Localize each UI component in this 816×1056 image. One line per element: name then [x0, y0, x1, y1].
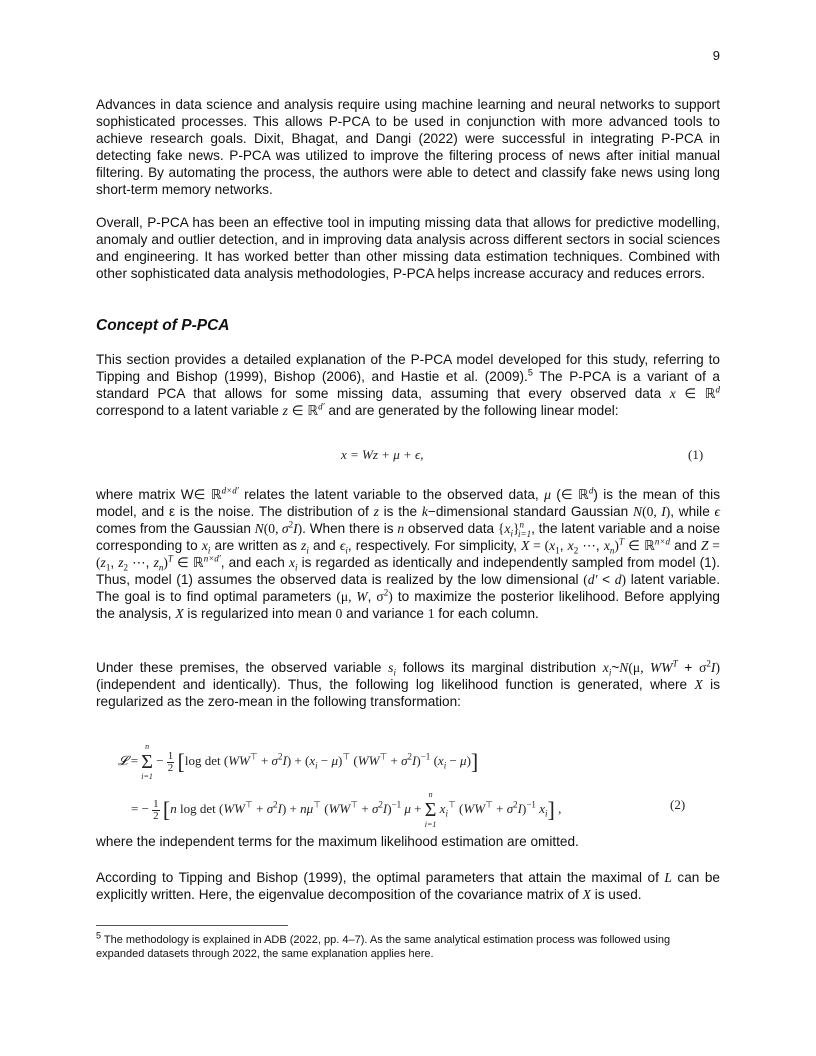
equation-2-line-1: 𝓛 = n Σ i=1 − $\frac{1}{2}$ [log $\det (WW^⊤ + \sigma^2I) + (x_i - \mu)^⊤$ $(WW^⊤ + \sigma^2I)^{-1}$ $(x_i - \mu)$] [118, 742, 479, 781]
equation-2-line-2: = − $\frac{1}{2}$ [n $\log \det (WW^⊤ + \sigma^2I) + n\mu^⊤$ $(WW^⊤ + \sigma^2I)^{-1}$ μ + n Σ i=1 $x_i^⊤$ $(WW^⊤ + \sigma^2I)^{-1}$ $x_i$] , [131, 790, 562, 829]
footnote: $^5$ The methodology is explained in ADB (2022, pp. 4–7). As the same analytical estimation process was followed using expanded datasets through 2022, the same explanation applies here. [96, 930, 671, 960]
paragraph-tipping-bishop: According to Tipping and Bishop (1999), the optimal parameters that attain the maximal of L can be explicitly written. Here, the eigenvalue decomposition of the covariance matrix of X is used. [96, 870, 720, 902]
paragraph-model-definition: where matrix W∈ ℝ$^{d\times d'}$ relates the latent variable to the observed data, μ (∈ ℝ$^d$) is the mean of this model, and ε is the noise. The distribution of z is the k−dimensional standard Gaussian N(0, I), while ϵ comes from the Gaussian N(0, $\sigma^2I$). When there is n observed data $\{x_i\}^n_{i=1}$, the latent variable and a noise corresponding to $x_i$ are written as $z_i$ and $\epsilon_i$, respectively. For simplicity, $X = (x_1$, $x_2$ ⋯, $x_n)^T$ ∈ ℝ$^{n\times d}$ and $Z = (z_1$, $z_2$ ⋯, $z_n)^T$ ∈ ℝ$^{n\times d'}$, and each $x_i$ is regarded as identically and independently sampled from model (1). Thus, model (1) assumes the observed data is realized by the low dimensional (d′ < d) latent variable. The goal is to find optimal parameters (μ, W, $\sigma^2$) to maximize the posterior likelihood. Before applying the analysis, X is regularized into mean 0 and variance 1 for each column. [96, 485, 721, 621]
footnote-mark: 5 [96, 930, 102, 941]
equation-1: x = Wz + μ + ϵ, [341, 447, 424, 462]
footnote-reference: 5 [527, 367, 533, 378]
section-heading: Concept of P-PCA [96, 317, 230, 334]
paragraph-advances: Advances in data science and analysis require using machine learning and neural networks to support sophisticated processes. This allows P-PCA to be used in conjunction with more advanced tools to achieve research goals. Dixit, Bhagat, and Dangi (2022) were successful in integrating P-PCA in detecting fake news. P-PCA was utilized to improve the filtering process of news after initial manual filtering. By automating the process, the authors were able to detect and classify fake news using long short-term memory networks. [96, 97, 720, 197]
paragraph-premises: Under these premises, the observed variable $s_i$ follows its marginal distribution $x_i\sim N(\mu$, $WW^T + \sigma^2I$) (independent and identically). Thus, the following log likelihood function is generated, where X is regularized as the zero-mean in the following transformation: [96, 658, 720, 709]
equation-1-number: (1) [688, 447, 704, 462]
paragraph-overall: Overall, P-PCA has been an effective tool in imputing missing data that allows for predictive modelling, anomaly and outlier detection, and in improving data analysis across different sectors in social sciences and engineering. It has worked better than other missing data estimation techniques. Combined with other sophisticated data analysis methodologies, P-PCA helps increase accuracy and reduces errors. [96, 215, 720, 281]
equation-2-number: (2) [670, 797, 686, 812]
footnote-divider [96, 925, 288, 926]
paragraph-independent-terms: where the independent terms for the maximum likelihood estimation are omitted. [96, 834, 579, 849]
page-number: 9 [712, 48, 720, 63]
paragraph-section-intro: This section provides a detailed explanation of the P-PCA model developed for this study, referring to Tipping and Bishop (1999), Bishop (2006), and Hastie et al. (2009).$^5$ The P-PCA is a variant of a standard PCA that allows for some missing data, assuming that every observed data x ∈ ℝ$^d$ correspond to a latent variable z ∈ ℝ$^{d'}$ and are generated by the following linear model: [96, 352, 720, 418]
